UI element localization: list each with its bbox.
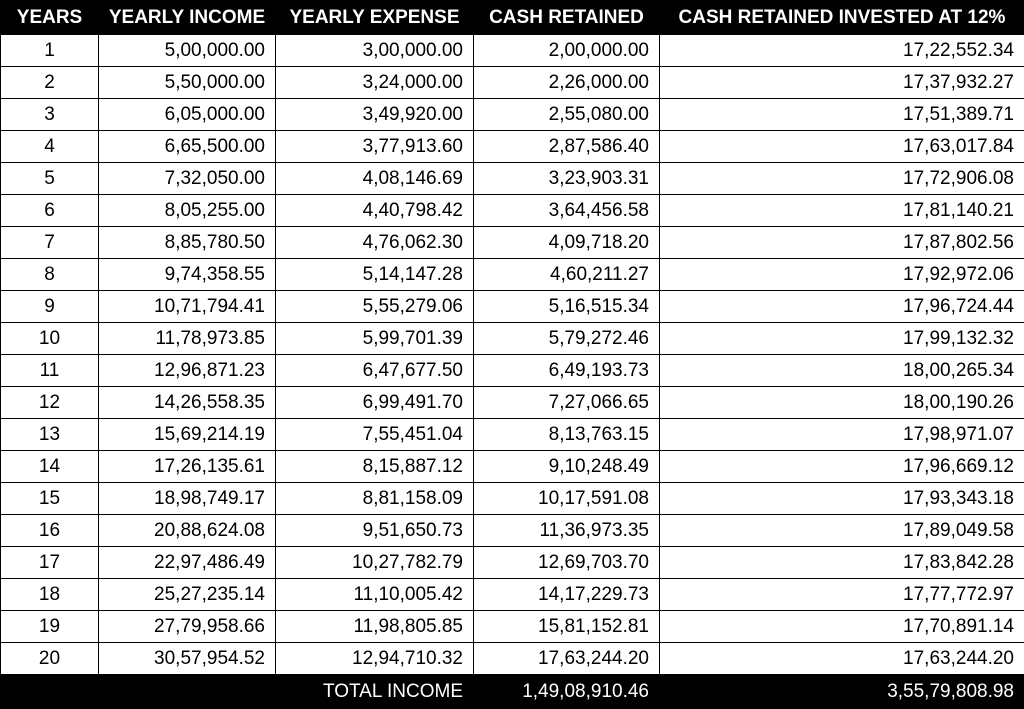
cell-cash-retained-invested: 17,96,669.12 [660,451,1024,483]
cell-year: 10 [1,323,99,355]
cell-yearly-expense: 3,49,920.00 [276,99,474,131]
cell-year: 17 [1,547,99,579]
table-row [1,323,1024,355]
cell-year: 7 [1,227,99,259]
cell-yearly-income: 14,26,558.35 [99,387,276,419]
cell-yearly-income: 5,00,000.00 [99,35,276,67]
cell-cash-retained-invested: 17,98,971.07 [660,419,1024,451]
cell-cash-retained: 7,27,066.65 [474,387,660,419]
cell-year: 8 [1,259,99,291]
header-cash-retained: CASH RETAINED [474,1,660,35]
cell-cash-retained: 6,49,193.73 [474,355,660,387]
table-row [1,579,1024,611]
cell-cash-retained: 14,17,229.73 [474,579,660,611]
cell-yearly-income: 6,05,000.00 [99,99,276,131]
cell-cash-retained: 2,26,000.00 [474,67,660,99]
cell-yearly-expense: 12,94,710.32 [276,643,474,675]
cell-yearly-income: 12,96,871.23 [99,355,276,387]
cell-year: 18 [1,579,99,611]
cell-cash-retained-invested: 17,37,932.27 [660,67,1024,99]
cell-year: 15 [1,483,99,515]
cell-cash-retained: 8,13,763.15 [474,419,660,451]
cell-cash-retained: 17,63,244.20 [474,643,660,675]
table-row [1,163,1024,195]
cell-cash-retained: 11,36,973.35 [474,515,660,547]
cell-cash-retained-invested: 17,87,802.56 [660,227,1024,259]
cell-cash-retained-invested: 17,22,552.34 [660,35,1024,67]
header-yearly-income: YEARLY INCOME [99,1,276,35]
cell-year: 6 [1,195,99,227]
cell-cash-retained-invested: 17,63,244.20 [660,643,1024,675]
cell-yearly-expense: 5,99,701.39 [276,323,474,355]
total-cash-retained-invested: 3,55,79,808.98 [660,675,1024,709]
header-years: YEARS [1,1,99,35]
cell-yearly-income: 27,79,958.66 [99,611,276,643]
cell-yearly-income: 25,27,235.14 [99,579,276,611]
cell-year: 16 [1,515,99,547]
table-row [1,387,1024,419]
cell-cash-retained-invested: 17,96,724.44 [660,291,1024,323]
cell-yearly-expense: 5,55,279.06 [276,291,474,323]
cell-yearly-expense: 11,98,805.85 [276,611,474,643]
cell-yearly-income: 15,69,214.19 [99,419,276,451]
cell-yearly-expense: 8,15,887.12 [276,451,474,483]
cell-yearly-income: 17,26,135.61 [99,451,276,483]
cell-yearly-expense: 6,47,677.50 [276,355,474,387]
cell-yearly-expense: 6,99,491.70 [276,387,474,419]
table-row [1,35,1024,67]
cell-cash-retained: 4,60,211.27 [474,259,660,291]
cell-year: 20 [1,643,99,675]
cell-yearly-income: 18,98,749.17 [99,483,276,515]
table-body [1,35,1024,675]
cell-cash-retained: 2,00,000.00 [474,35,660,67]
table-row [1,99,1024,131]
cell-yearly-income: 5,50,000.00 [99,67,276,99]
cell-cash-retained-invested: 17,77,772.97 [660,579,1024,611]
cell-yearly-expense: 11,10,005.42 [276,579,474,611]
cell-yearly-expense: 4,08,146.69 [276,163,474,195]
table-row [1,291,1024,323]
cell-cash-retained: 5,16,515.34 [474,291,660,323]
cell-year: 1 [1,35,99,67]
cell-cash-retained-invested: 17,89,049.58 [660,515,1024,547]
cell-year: 3 [1,99,99,131]
cell-cash-retained: 5,79,272.46 [474,323,660,355]
cell-cash-retained: 3,23,903.31 [474,163,660,195]
cell-cash-retained: 10,17,591.08 [474,483,660,515]
table-row [1,483,1024,515]
cell-cash-retained-invested: 17,81,140.21 [660,195,1024,227]
header-yearly-expense: YEARLY EXPENSE [276,1,474,35]
cell-yearly-expense: 3,24,000.00 [276,67,474,99]
cell-yearly-expense: 4,40,798.42 [276,195,474,227]
cell-yearly-income: 11,78,973.85 [99,323,276,355]
table-row [1,515,1024,547]
total-row [1,675,1024,709]
total-income-label: TOTAL INCOME [1,675,474,709]
cell-yearly-expense: 7,55,451.04 [276,419,474,451]
cell-yearly-income: 9,74,358.55 [99,259,276,291]
cell-cash-retained: 12,69,703.70 [474,547,660,579]
cell-cash-retained-invested: 17,51,389.71 [660,99,1024,131]
cell-yearly-income: 10,71,794.41 [99,291,276,323]
table-row [1,195,1024,227]
cell-cash-retained-invested: 17,72,906.08 [660,163,1024,195]
table-row [1,67,1024,99]
cell-year: 12 [1,387,99,419]
cell-cash-retained-invested: 17,92,972.06 [660,259,1024,291]
cell-year: 4 [1,131,99,163]
table-row [1,259,1024,291]
cell-year: 19 [1,611,99,643]
cell-cash-retained: 9,10,248.49 [474,451,660,483]
table-row [1,547,1024,579]
table-row [1,355,1024,387]
cell-cash-retained: 15,81,152.81 [474,611,660,643]
cell-yearly-income: 6,65,500.00 [99,131,276,163]
cell-year: 2 [1,67,99,99]
cell-cash-retained-invested: 17,63,017.84 [660,131,1024,163]
table-row [1,227,1024,259]
cell-cash-retained-invested: 18,00,190.26 [660,387,1024,419]
cell-year: 5 [1,163,99,195]
cell-yearly-expense: 5,14,147.28 [276,259,474,291]
table-row [1,131,1024,163]
cell-yearly-income: 20,88,624.08 [99,515,276,547]
header-cash-retained-invested: CASH RETAINED INVESTED AT 12% [660,1,1024,35]
cell-cash-retained: 2,87,586.40 [474,131,660,163]
cell-yearly-expense: 3,77,913.60 [276,131,474,163]
cell-cash-retained: 2,55,080.00 [474,99,660,131]
cell-year: 11 [1,355,99,387]
cell-yearly-income: 8,85,780.50 [99,227,276,259]
cell-year: 9 [1,291,99,323]
cell-yearly-expense: 10,27,782.79 [276,547,474,579]
cell-cash-retained: 3,64,456.58 [474,195,660,227]
cell-cash-retained: 4,09,718.20 [474,227,660,259]
cell-yearly-income: 8,05,255.00 [99,195,276,227]
cell-yearly-income: 22,97,486.49 [99,547,276,579]
cell-yearly-income: 30,57,954.52 [99,643,276,675]
cell-cash-retained-invested: 17,70,891.14 [660,611,1024,643]
cell-cash-retained-invested: 18,00,265.34 [660,355,1024,387]
table-row [1,419,1024,451]
cell-cash-retained-invested: 17,93,343.18 [660,483,1024,515]
cell-yearly-income: 7,32,050.00 [99,163,276,195]
table-row [1,643,1024,675]
cell-yearly-expense: 4,76,062.30 [276,227,474,259]
total-cash-retained: 1,49,08,910.46 [474,675,660,709]
cell-yearly-expense: 3,00,000.00 [276,35,474,67]
cell-yearly-expense: 9,51,650.73 [276,515,474,547]
table-row [1,611,1024,643]
cell-year: 14 [1,451,99,483]
cell-cash-retained-invested: 17,99,132.32 [660,323,1024,355]
header-row [1,1,1024,35]
cell-yearly-expense: 8,81,158.09 [276,483,474,515]
cell-cash-retained-invested: 17,83,842.28 [660,547,1024,579]
cell-year: 13 [1,419,99,451]
table-row [1,451,1024,483]
table-footer [1,675,1024,709]
table-header [1,1,1024,35]
